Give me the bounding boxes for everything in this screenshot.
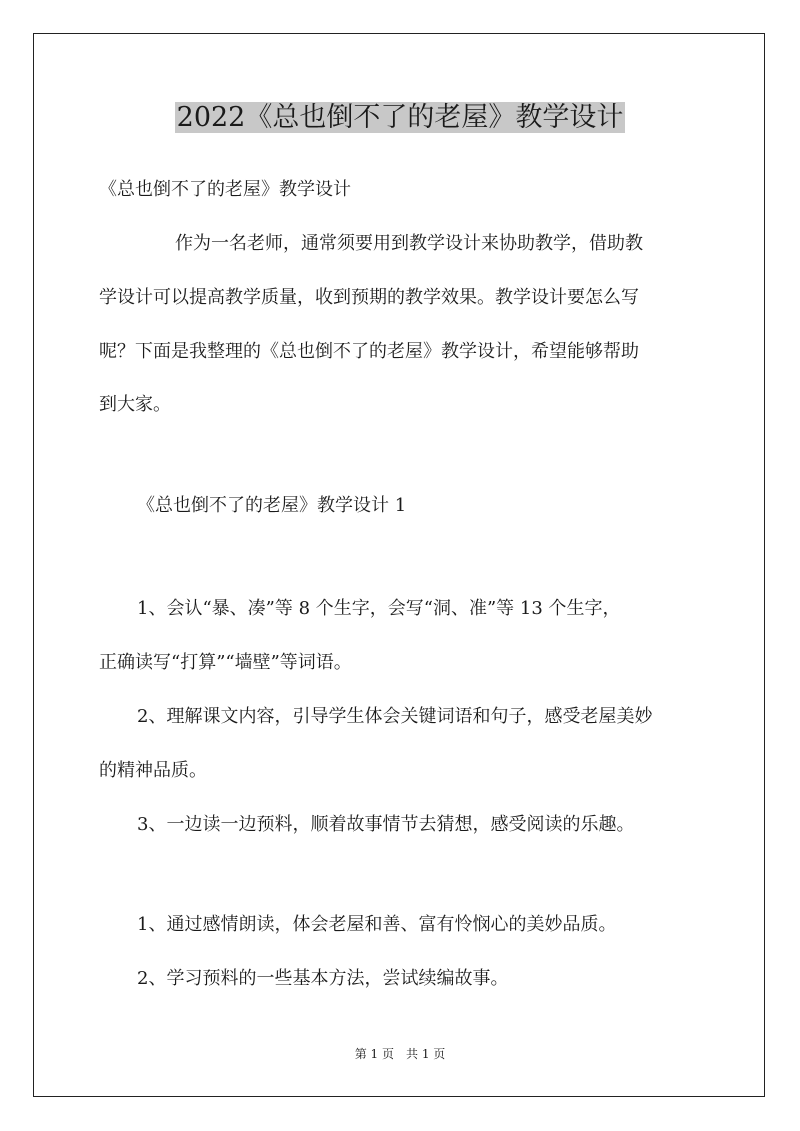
document-title	[0, 98, 800, 138]
goal-line-2: 正确读写“打算”“墙壁”等词语。	[99, 652, 352, 673]
process-goal-line-2: 2、学习预料的一些基本方法，尝试续编故事。	[137, 968, 509, 989]
document-subtitle: 《总也倒不了的老屋》教学设计	[99, 179, 351, 200]
goal-line-3: 2、理解课文内容，引导学生体会关键词语和句子，感受老屋美妙	[137, 706, 653, 727]
goal-line-4: 的精神品质。	[99, 760, 207, 781]
goal-line-5: 3、一边读一边预料，顺着故事情节去猜想，感受阅读的乐趣。	[137, 814, 635, 835]
section-heading: 《总也倒不了的老屋》教学设计 1	[137, 495, 407, 516]
document-title-text: 2022《总也倒不了的老屋》教学设计	[176, 102, 624, 133]
process-goal-line-1: 1、通过感情朗读，体会老屋和善、富有怜悯心的美妙品质。	[137, 914, 617, 935]
goal-line-1: 1、会认“暴、凑”等 8 个生字，会写“洞、准”等 13 个生字，	[137, 598, 621, 619]
page-footer: 第 1 页 共 1 页	[354, 1047, 446, 1061]
intro-line-2: 学设计可以提高教学质量，收到预期的教学效果。教学设计要怎么写	[99, 287, 639, 308]
intro-line-1: 作为一名老师，通常须要用到教学设计来协助教学，借助教	[175, 233, 643, 254]
intro-line-4: 到大家。	[99, 394, 171, 415]
intro-line-3: 呢？下面是我整理的《总也倒不了的老屋》教学设计，希望能够帮助	[99, 341, 639, 362]
